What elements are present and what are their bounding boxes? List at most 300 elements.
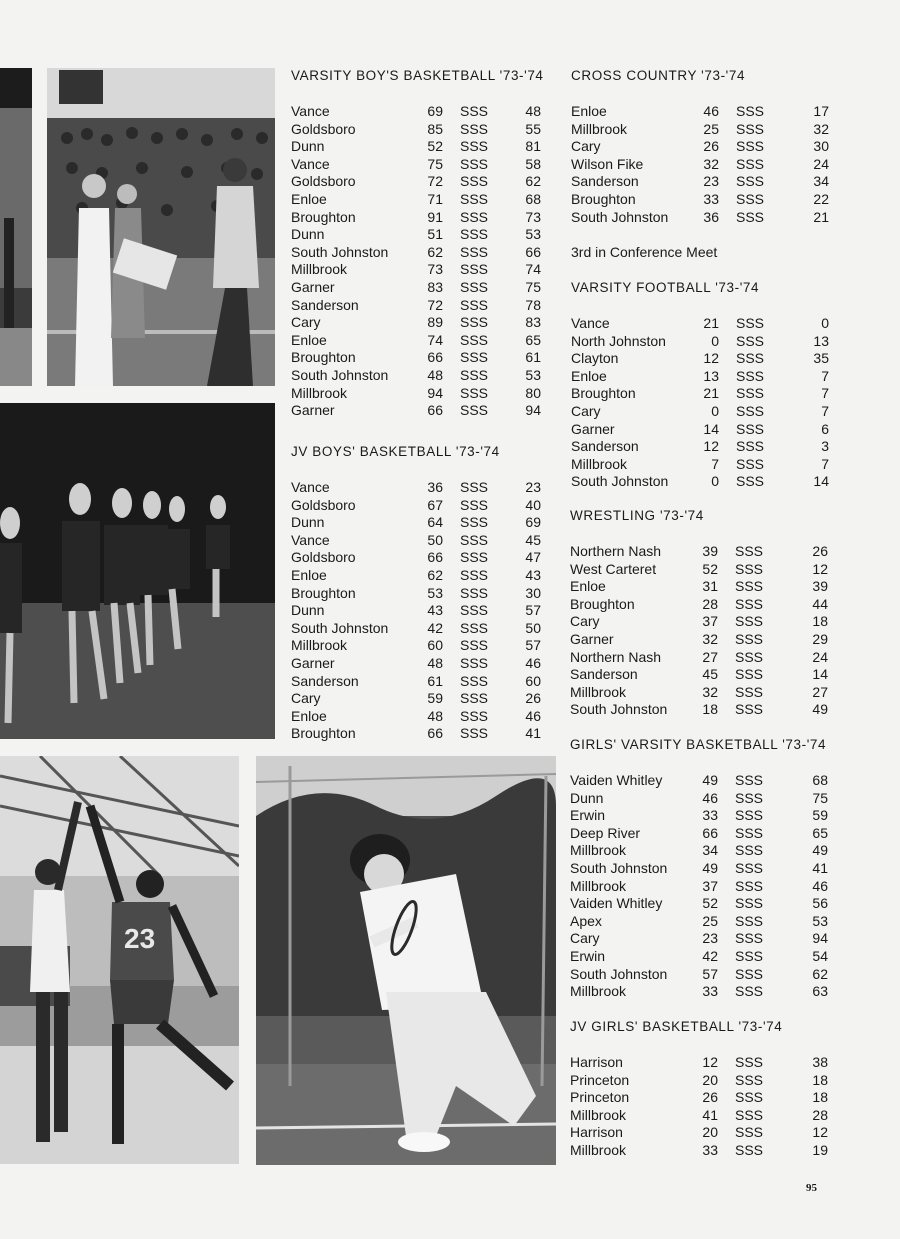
- sss-score: 37: [702, 613, 718, 630]
- score-row: [570, 878, 836, 896]
- school-label: SSS: [459, 479, 488, 495]
- school-label: SSS: [459, 514, 488, 531]
- sss-score: 32: [702, 683, 718, 700]
- score-row: [291, 673, 557, 691]
- school-label: SSS: [734, 965, 763, 982]
- opponent-name: Millbrook: [571, 120, 628, 137]
- school-label: SSS: [734, 1124, 763, 1141]
- opponent-score: 7: [821, 367, 829, 384]
- school-label: SSS: [735, 367, 764, 384]
- opponent-name: South Johnston: [291, 243, 389, 260]
- school-label: SSS: [459, 707, 488, 724]
- sss-score: 72: [427, 173, 443, 190]
- sss-score: 36: [703, 208, 719, 225]
- opponent-score: 17: [813, 103, 829, 119]
- opponent-name: Broughton: [291, 208, 356, 225]
- opponent-name: Apex: [570, 912, 602, 929]
- school-label: SSS: [734, 789, 763, 806]
- score-row: [571, 385, 837, 403]
- score-row: [571, 315, 837, 333]
- opponent-score: 18: [812, 1071, 828, 1088]
- opponent-name: Millbrook: [570, 1141, 627, 1158]
- opponent-name: Cary: [571, 138, 601, 155]
- score-row: [571, 403, 837, 421]
- cross-country-table: [571, 68, 837, 226]
- sss-score: 66: [427, 402, 443, 419]
- opponent-score: 48: [525, 103, 541, 119]
- sss-score: 62: [427, 566, 443, 583]
- sss-score: 23: [703, 173, 719, 190]
- sss-score: 48: [427, 366, 443, 383]
- photo-tennis-player: [256, 756, 556, 1165]
- school-label: SSS: [735, 103, 764, 119]
- opponent-score: 0: [821, 315, 829, 331]
- opponent-score: 63: [812, 983, 828, 1000]
- school-label: SSS: [459, 155, 488, 172]
- school-label: SSS: [459, 725, 488, 742]
- school-label: SSS: [734, 701, 763, 718]
- school-label: SSS: [734, 824, 763, 841]
- sss-score: 27: [702, 648, 718, 665]
- opponent-name: Princeton: [570, 1071, 630, 1088]
- sss-score: 33: [702, 983, 718, 1000]
- opponent-score: 21: [813, 208, 829, 225]
- school-label: SSS: [735, 315, 764, 331]
- sss-score: 85: [427, 120, 443, 137]
- score-row: [291, 567, 557, 585]
- school-label: SSS: [459, 496, 488, 513]
- opponent-score: 45: [525, 531, 541, 548]
- sss-score: 33: [702, 1141, 718, 1158]
- opponent-score: 29: [812, 630, 828, 647]
- wrestling-table: [570, 508, 836, 719]
- opponent-name: Northern Nash: [570, 648, 662, 665]
- opponent-name: Millbrook: [570, 683, 627, 700]
- sss-score: 46: [702, 789, 718, 806]
- score-row: [571, 191, 837, 209]
- opponent-score: 47: [525, 549, 541, 566]
- score-row: [571, 121, 837, 139]
- score-row: [291, 314, 557, 332]
- opponent-name: West Carteret: [570, 560, 657, 577]
- opponent-score: 44: [812, 595, 828, 612]
- school-label: SSS: [735, 350, 764, 367]
- score-row: [571, 138, 837, 156]
- school-label: SSS: [735, 332, 764, 349]
- score-row: [570, 684, 836, 702]
- score-row: [291, 655, 557, 673]
- jv-boys-basketball-table: [291, 444, 557, 743]
- opponent-score: 7: [821, 402, 829, 419]
- sss-score: 42: [427, 619, 443, 636]
- sss-score: 48: [427, 707, 443, 724]
- opponent-name: Millbrook: [570, 877, 627, 894]
- score-rows: [570, 772, 836, 1001]
- opponent-name: Vance: [291, 155, 330, 172]
- opponent-score: 59: [812, 807, 828, 824]
- score-row: [571, 368, 837, 386]
- opponent-score: 3: [821, 438, 829, 455]
- opponent-name: Millbrook: [291, 637, 348, 654]
- opponent-name: South Johnston: [570, 701, 668, 718]
- opponent-score: 65: [525, 331, 541, 348]
- opponent-name: Harrison: [570, 1124, 623, 1141]
- opponent-score: 46: [812, 877, 828, 894]
- opponent-score: 27: [812, 683, 828, 700]
- section-title: VARSITY BOY'S BASKETBALL '73-'74: [291, 68, 544, 83]
- opponent-name: Goldsboro: [291, 549, 356, 566]
- opponent-score: 35: [813, 350, 829, 367]
- opponent-name: Sanderson: [291, 672, 359, 689]
- sss-score: 36: [427, 479, 443, 495]
- score-row: [291, 332, 557, 350]
- school-label: SSS: [459, 384, 488, 401]
- score-row: [570, 790, 836, 808]
- school-label: SSS: [459, 672, 488, 689]
- opponent-name: South Johnston: [570, 859, 668, 876]
- opponent-score: 13: [813, 332, 829, 349]
- conference-note: 3rd in Conference Meet: [571, 244, 718, 260]
- score-row: [570, 649, 836, 667]
- school-label: SSS: [735, 473, 764, 490]
- sss-score: 57: [702, 965, 718, 982]
- opponent-score: 28: [812, 1106, 828, 1123]
- opponent-name: Harrison: [570, 1054, 623, 1070]
- score-row: [570, 895, 836, 913]
- school-label: SSS: [734, 543, 763, 559]
- photo-crowd-edge: [0, 68, 32, 386]
- opponent-name: South Johnston: [571, 208, 669, 225]
- opponent-score: 53: [812, 912, 828, 929]
- score-row: [570, 1142, 836, 1160]
- score-row: [291, 585, 557, 603]
- opponent-score: 66: [525, 243, 541, 260]
- sss-score: 42: [702, 947, 718, 964]
- opponent-score: 78: [525, 296, 541, 313]
- opponent-name: Vance: [571, 315, 610, 331]
- school-label: SSS: [735, 438, 764, 455]
- sss-score: 69: [427, 103, 443, 119]
- opponent-name: Broughton: [570, 595, 635, 612]
- score-row: [291, 191, 557, 209]
- opponent-score: 14: [813, 473, 829, 490]
- sss-score: 37: [702, 877, 718, 894]
- score-row: [570, 772, 836, 790]
- sss-score: 20: [702, 1124, 718, 1141]
- varsity-boys-basketball-table: [291, 68, 557, 420]
- opponent-score: 49: [812, 842, 828, 859]
- opponent-name: Cary: [571, 402, 601, 419]
- opponent-score: 57: [525, 637, 541, 654]
- school-label: SSS: [734, 859, 763, 876]
- school-label: SSS: [734, 947, 763, 964]
- opponent-name: Enloe: [291, 707, 327, 724]
- opponent-name: Garner: [291, 654, 335, 671]
- opponent-score: 81: [525, 138, 541, 155]
- opponent-name: Millbrook: [570, 842, 627, 859]
- opponent-score: 34: [813, 173, 829, 190]
- sss-score: 45: [702, 666, 718, 683]
- sss-score: 74: [427, 331, 443, 348]
- opponent-score: 22: [813, 190, 829, 207]
- sss-score: 39: [702, 543, 718, 559]
- school-label: SSS: [459, 602, 488, 619]
- score-row: [291, 637, 557, 655]
- score-row: [571, 473, 837, 491]
- sss-score: 72: [427, 296, 443, 313]
- sss-score: 66: [427, 549, 443, 566]
- opponent-name: Vaiden Whitley: [570, 895, 663, 912]
- opponent-name: Erwin: [570, 807, 606, 824]
- sss-score: 0: [711, 473, 719, 490]
- score-rows: [571, 103, 837, 226]
- opponent-score: 65: [812, 824, 828, 841]
- school-label: SSS: [734, 930, 763, 947]
- sss-score: 75: [427, 155, 443, 172]
- opponent-name: Clayton: [571, 350, 619, 367]
- opponent-name: Dunn: [291, 226, 325, 243]
- school-label: SSS: [459, 173, 488, 190]
- opponent-name: Broughton: [571, 190, 636, 207]
- opponent-name: Broughton: [291, 349, 356, 366]
- opponent-score: 38: [812, 1054, 828, 1070]
- opponent-score: 26: [812, 543, 828, 559]
- school-label: SSS: [459, 566, 488, 583]
- sss-score: 66: [702, 824, 718, 841]
- sss-score: 83: [427, 278, 443, 295]
- score-row: [291, 103, 557, 121]
- sss-score: 49: [702, 859, 718, 876]
- opponent-name: Broughton: [291, 725, 356, 742]
- school-label: SSS: [735, 190, 764, 207]
- sss-score: 32: [702, 630, 718, 647]
- sss-score: 52: [427, 138, 443, 155]
- school-label: SSS: [459, 314, 488, 331]
- opponent-score: 80: [525, 384, 541, 401]
- opponent-name: Enloe: [291, 566, 327, 583]
- score-row: [570, 596, 836, 614]
- school-label: SSS: [734, 912, 763, 929]
- opponent-score: 14: [812, 666, 828, 683]
- school-label: SSS: [735, 208, 764, 225]
- opponent-name: Enloe: [291, 331, 327, 348]
- opponent-score: 58: [525, 155, 541, 172]
- opponent-score: 73: [525, 208, 541, 225]
- opponent-name: Enloe: [291, 190, 327, 207]
- score-row: [571, 156, 837, 174]
- opponent-name: Broughton: [291, 584, 356, 601]
- sss-score: 33: [703, 190, 719, 207]
- score-row: [570, 1124, 836, 1142]
- opponent-name: Vance: [291, 531, 330, 548]
- sss-score: 26: [702, 1089, 718, 1106]
- score-row: [570, 825, 836, 843]
- sss-score: 71: [427, 190, 443, 207]
- sss-score: 51: [427, 226, 443, 243]
- sss-score: 89: [427, 314, 443, 331]
- score-row: [571, 350, 837, 368]
- school-label: SSS: [459, 208, 488, 225]
- opponent-score: 41: [812, 859, 828, 876]
- opponent-score: 83: [525, 314, 541, 331]
- opponent-score: 75: [812, 789, 828, 806]
- score-row: [571, 173, 837, 191]
- opponent-score: 61: [525, 349, 541, 366]
- opponent-score: 53: [525, 366, 541, 383]
- opponent-score: 57: [525, 602, 541, 619]
- school-label: SSS: [734, 807, 763, 824]
- school-label: SSS: [734, 1106, 763, 1123]
- opponent-score: 53: [525, 226, 541, 243]
- opponent-name: Vance: [291, 479, 330, 495]
- varsity-football-table: [571, 280, 837, 491]
- opponent-score: 68: [812, 772, 828, 788]
- sss-score: 12: [702, 1054, 718, 1070]
- school-label: SSS: [734, 630, 763, 647]
- opponent-score: 30: [813, 138, 829, 155]
- score-row: [291, 549, 557, 567]
- sss-score: 53: [427, 584, 443, 601]
- sss-score: 62: [427, 243, 443, 260]
- score-row: [570, 666, 836, 684]
- opponent-score: 94: [525, 402, 541, 419]
- sss-score: 61: [427, 672, 443, 689]
- school-label: SSS: [735, 385, 764, 402]
- opponent-score: 62: [525, 173, 541, 190]
- opponent-score: 75: [525, 278, 541, 295]
- opponent-name: Garner: [570, 630, 614, 647]
- school-label: SSS: [734, 560, 763, 577]
- opponent-score: 7: [821, 385, 829, 402]
- school-label: SSS: [459, 331, 488, 348]
- school-label: SSS: [735, 138, 764, 155]
- sss-score: 12: [703, 350, 719, 367]
- sss-score: 0: [711, 332, 719, 349]
- photo-cheerleaders: [0, 403, 275, 739]
- score-row: [571, 456, 837, 474]
- opponent-score: 46: [525, 654, 541, 671]
- sss-score: 32: [703, 155, 719, 172]
- school-label: SSS: [459, 226, 488, 243]
- school-label: SSS: [459, 366, 488, 383]
- opponent-score: 6: [821, 420, 829, 437]
- opponent-name: Deep River: [570, 824, 641, 841]
- school-label: SSS: [735, 120, 764, 137]
- school-label: SSS: [459, 549, 488, 566]
- score-rows: [571, 315, 837, 491]
- school-label: SSS: [459, 637, 488, 654]
- opponent-name: Cary: [291, 314, 321, 331]
- sss-score: 60: [427, 637, 443, 654]
- score-row: [571, 103, 837, 121]
- school-label: SSS: [735, 173, 764, 190]
- opponent-score: 60: [525, 672, 541, 689]
- opponent-name: Dunn: [291, 514, 325, 531]
- school-label: SSS: [734, 983, 763, 1000]
- opponent-name: Broughton: [571, 385, 636, 402]
- opponent-score: 50: [525, 619, 541, 636]
- sss-score: 64: [427, 514, 443, 531]
- sss-score: 50: [427, 531, 443, 548]
- opponent-score: 62: [812, 965, 828, 982]
- sss-score: 52: [702, 560, 718, 577]
- opponent-name: Vance: [291, 103, 330, 119]
- score-row: [571, 209, 837, 227]
- score-row: [570, 948, 836, 966]
- school-label: SSS: [734, 842, 763, 859]
- section-title: GIRLS' VARSITY BASKETBALL '73-'74: [570, 737, 827, 752]
- opponent-score: 32: [813, 120, 829, 137]
- sss-score: 52: [702, 895, 718, 912]
- opponent-name: Cary: [570, 613, 600, 630]
- opponent-score: 40: [525, 496, 541, 513]
- score-row: [291, 402, 557, 420]
- school-label: SSS: [459, 243, 488, 260]
- sss-score: 41: [702, 1106, 718, 1123]
- opponent-name: Millbrook: [291, 384, 348, 401]
- score-row: [291, 156, 557, 174]
- sss-score: 59: [427, 690, 443, 707]
- opponent-score: 46: [525, 707, 541, 724]
- score-row: [291, 297, 557, 315]
- opponent-name: Dunn: [291, 602, 325, 619]
- opponent-score: 12: [812, 1124, 828, 1141]
- sss-score: 23: [702, 930, 718, 947]
- opponent-name: Garner: [571, 420, 615, 437]
- sss-score: 14: [703, 420, 719, 437]
- score-row: [291, 479, 557, 497]
- score-rows: [291, 479, 557, 743]
- sss-score: 66: [427, 725, 443, 742]
- opponent-name: Sanderson: [571, 173, 639, 190]
- school-label: SSS: [734, 772, 763, 788]
- school-label: SSS: [734, 1141, 763, 1158]
- opponent-score: 41: [525, 725, 541, 742]
- opponent-score: 54: [812, 947, 828, 964]
- sss-score: 25: [703, 120, 719, 137]
- opponent-name: Goldsboro: [291, 173, 356, 190]
- score-row: [291, 367, 557, 385]
- opponent-score: 55: [525, 120, 541, 137]
- school-label: SSS: [459, 190, 488, 207]
- opponent-name: Goldsboro: [291, 496, 356, 513]
- score-row: [570, 701, 836, 719]
- opponent-name: Vaiden Whitley: [570, 772, 663, 788]
- opponent-name: Enloe: [570, 578, 606, 595]
- sss-score: 21: [703, 385, 719, 402]
- school-label: SSS: [459, 261, 488, 278]
- school-label: SSS: [459, 103, 488, 119]
- school-label: SSS: [459, 531, 488, 548]
- score-row: [291, 514, 557, 532]
- school-label: SSS: [735, 455, 764, 472]
- school-label: SSS: [734, 1089, 763, 1106]
- score-row: [570, 543, 836, 561]
- opponent-score: 56: [812, 895, 828, 912]
- opponent-score: 43: [525, 566, 541, 583]
- score-row: [291, 261, 557, 279]
- school-label: SSS: [459, 296, 488, 313]
- sss-score: 21: [703, 315, 719, 331]
- section-title: JV GIRLS' BASKETBALL '73-'74: [570, 1019, 783, 1034]
- sss-score: 7: [711, 455, 719, 472]
- opponent-score: 23: [525, 479, 541, 495]
- opponent-name: Millbrook: [570, 983, 627, 1000]
- score-row: [570, 1072, 836, 1090]
- opponent-name: Northern Nash: [570, 543, 662, 559]
- school-label: SSS: [735, 155, 764, 172]
- school-label: SSS: [734, 648, 763, 665]
